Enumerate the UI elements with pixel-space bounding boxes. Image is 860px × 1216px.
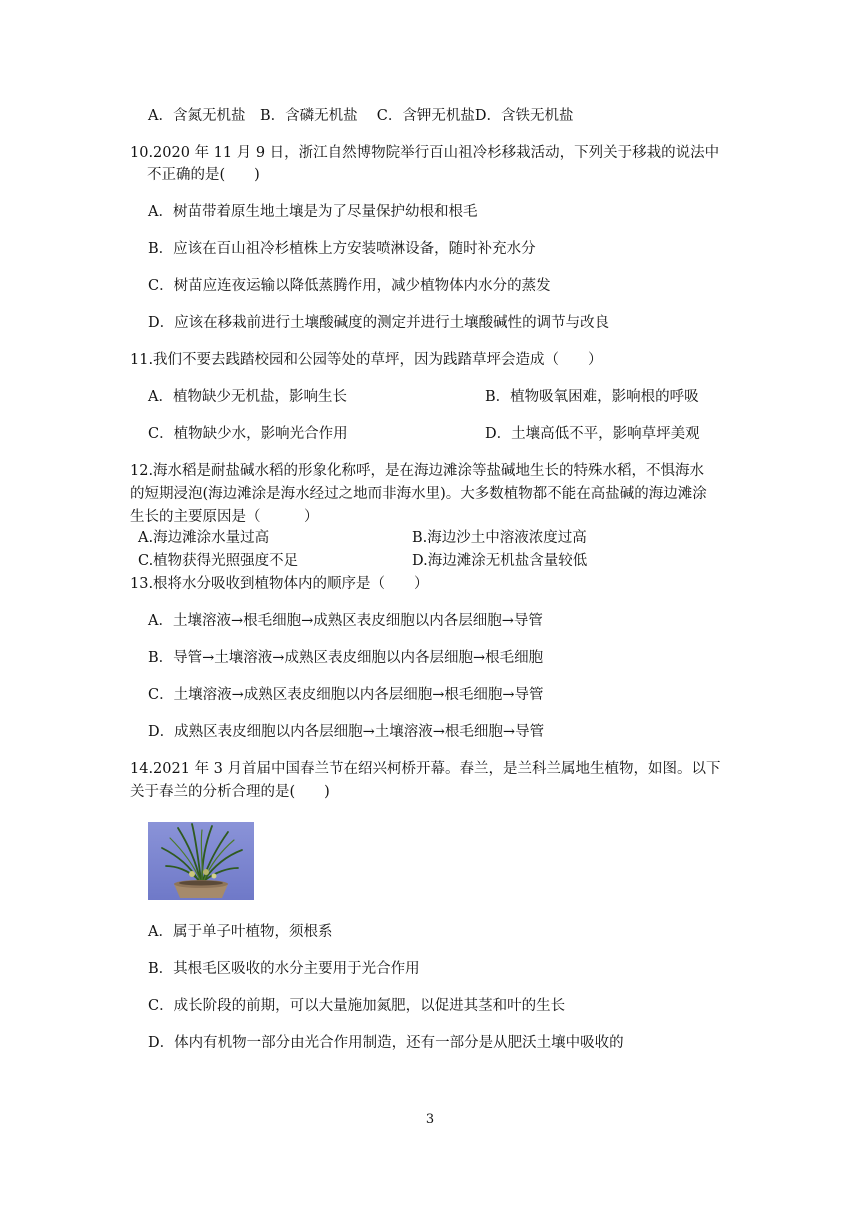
q10-option-c: C．树苗应连夜运输以降低蒸腾作用，减少植物体内水分的蒸发 bbox=[148, 278, 551, 294]
q13-option-d: D．成熟区表皮细胞以内各层细胞→土壤溶液→根毛细胞→导管 bbox=[148, 724, 545, 740]
q10-option-d: D．应该在移栽前进行土壤酸碱度的测定并进行土壤酸碱性的调节与改良 bbox=[148, 315, 610, 331]
q11-option-d: D．土壤高低不平，影响草坪美观 bbox=[485, 426, 700, 442]
q14-option-a: A．属于单子叶植物，须根系 bbox=[148, 924, 333, 940]
q14-option-c: C．成长阶段的前期，可以大量施加氮肥，以促进其茎和叶的生长 bbox=[148, 998, 566, 1014]
q13-option-c: C．土壤溶液→成熟区表皮细胞以内各层细胞→根毛细胞→导管 bbox=[148, 687, 544, 703]
q12-option-a: A.海边滩涂水量过高 bbox=[138, 530, 270, 546]
q11-stem: 11.我们不要去践踏校园和公园等处的草坪，因为践踏草坪会造成（ ） bbox=[130, 352, 603, 368]
page-number: 3 bbox=[425, 1112, 435, 1127]
q12-stem-line2: 的短期浸泡(海边滩涂是海水经过之地而非海水里)。大多数植物都不能在高盐碱的海边滩涂 bbox=[130, 486, 707, 502]
q14-stem-line1: 14.2021 年 3 月首届中国春兰节在绍兴柯桥开幕。春兰，是兰科兰属地生植物，如图。以下 bbox=[130, 761, 721, 777]
q10-option-a: A．树苗带着原生地土壤是为了尽量保护幼根和根毛 bbox=[148, 204, 478, 220]
q13-option-a: A．土壤溶液→根毛细胞→成熟区表皮细胞以内各层细胞→导管 bbox=[148, 613, 543, 629]
q10-stem-line1: 10.2020 年 11 月 9 日，浙江自然博物院举行百山祖冷杉移栽活动，下列关于移栽的说法中 bbox=[130, 145, 720, 161]
q12-option-c: C.植物获得光照强度不足 bbox=[138, 553, 299, 569]
orchid-plant-image bbox=[148, 822, 254, 900]
q14-stem-line2: 关于春兰的分析合理的是( ) bbox=[130, 784, 330, 800]
q12-option-d: D.海边滩涂无机盐含量较低 bbox=[412, 553, 588, 569]
q13-stem: 13.根将水分吸收到植物体内的顺序是（ ） bbox=[130, 576, 429, 592]
q13-option-b: B．导管→土壤溶液→成熟区表皮细胞以内各层细胞→根毛细胞 bbox=[148, 650, 544, 666]
q11-option-b: B．植物吸氧困难，影响根的呼吸 bbox=[485, 389, 699, 405]
q12-option-b: B.海边沙土中溶液浓度过高 bbox=[412, 530, 587, 546]
q12-stem-line3: 生长的主要原因是（ ） bbox=[130, 509, 319, 525]
q12-stem-line1: 12.海水稻是耐盐碱水稻的形象化称呼，是在海边滩涂等盐碱地生长的特殊水稻，不惧海水 bbox=[130, 463, 705, 479]
q14-option-b: B．其根毛区吸收的水分主要用于光合作用 bbox=[148, 961, 420, 977]
q14-option-d: D．体内有机物一部分由光合作用制造，还有一部分是从肥沃土壤中吸收的 bbox=[148, 1035, 624, 1051]
q10-option-b: B．应该在百山祖冷杉植株上方安装喷淋设备，随时补充水分 bbox=[148, 241, 536, 257]
q10-stem-line2: 不正确的是( ) bbox=[147, 167, 260, 183]
q11-option-a: A．植物缺少无机盐，影响生长 bbox=[148, 389, 347, 405]
q9-options: A．含氮无机盐 B．含磷无机盐 C．含钾无机盐D．含铁无机盐 bbox=[148, 108, 574, 124]
q11-option-c: C．植物缺少水，影响光合作用 bbox=[148, 426, 348, 442]
